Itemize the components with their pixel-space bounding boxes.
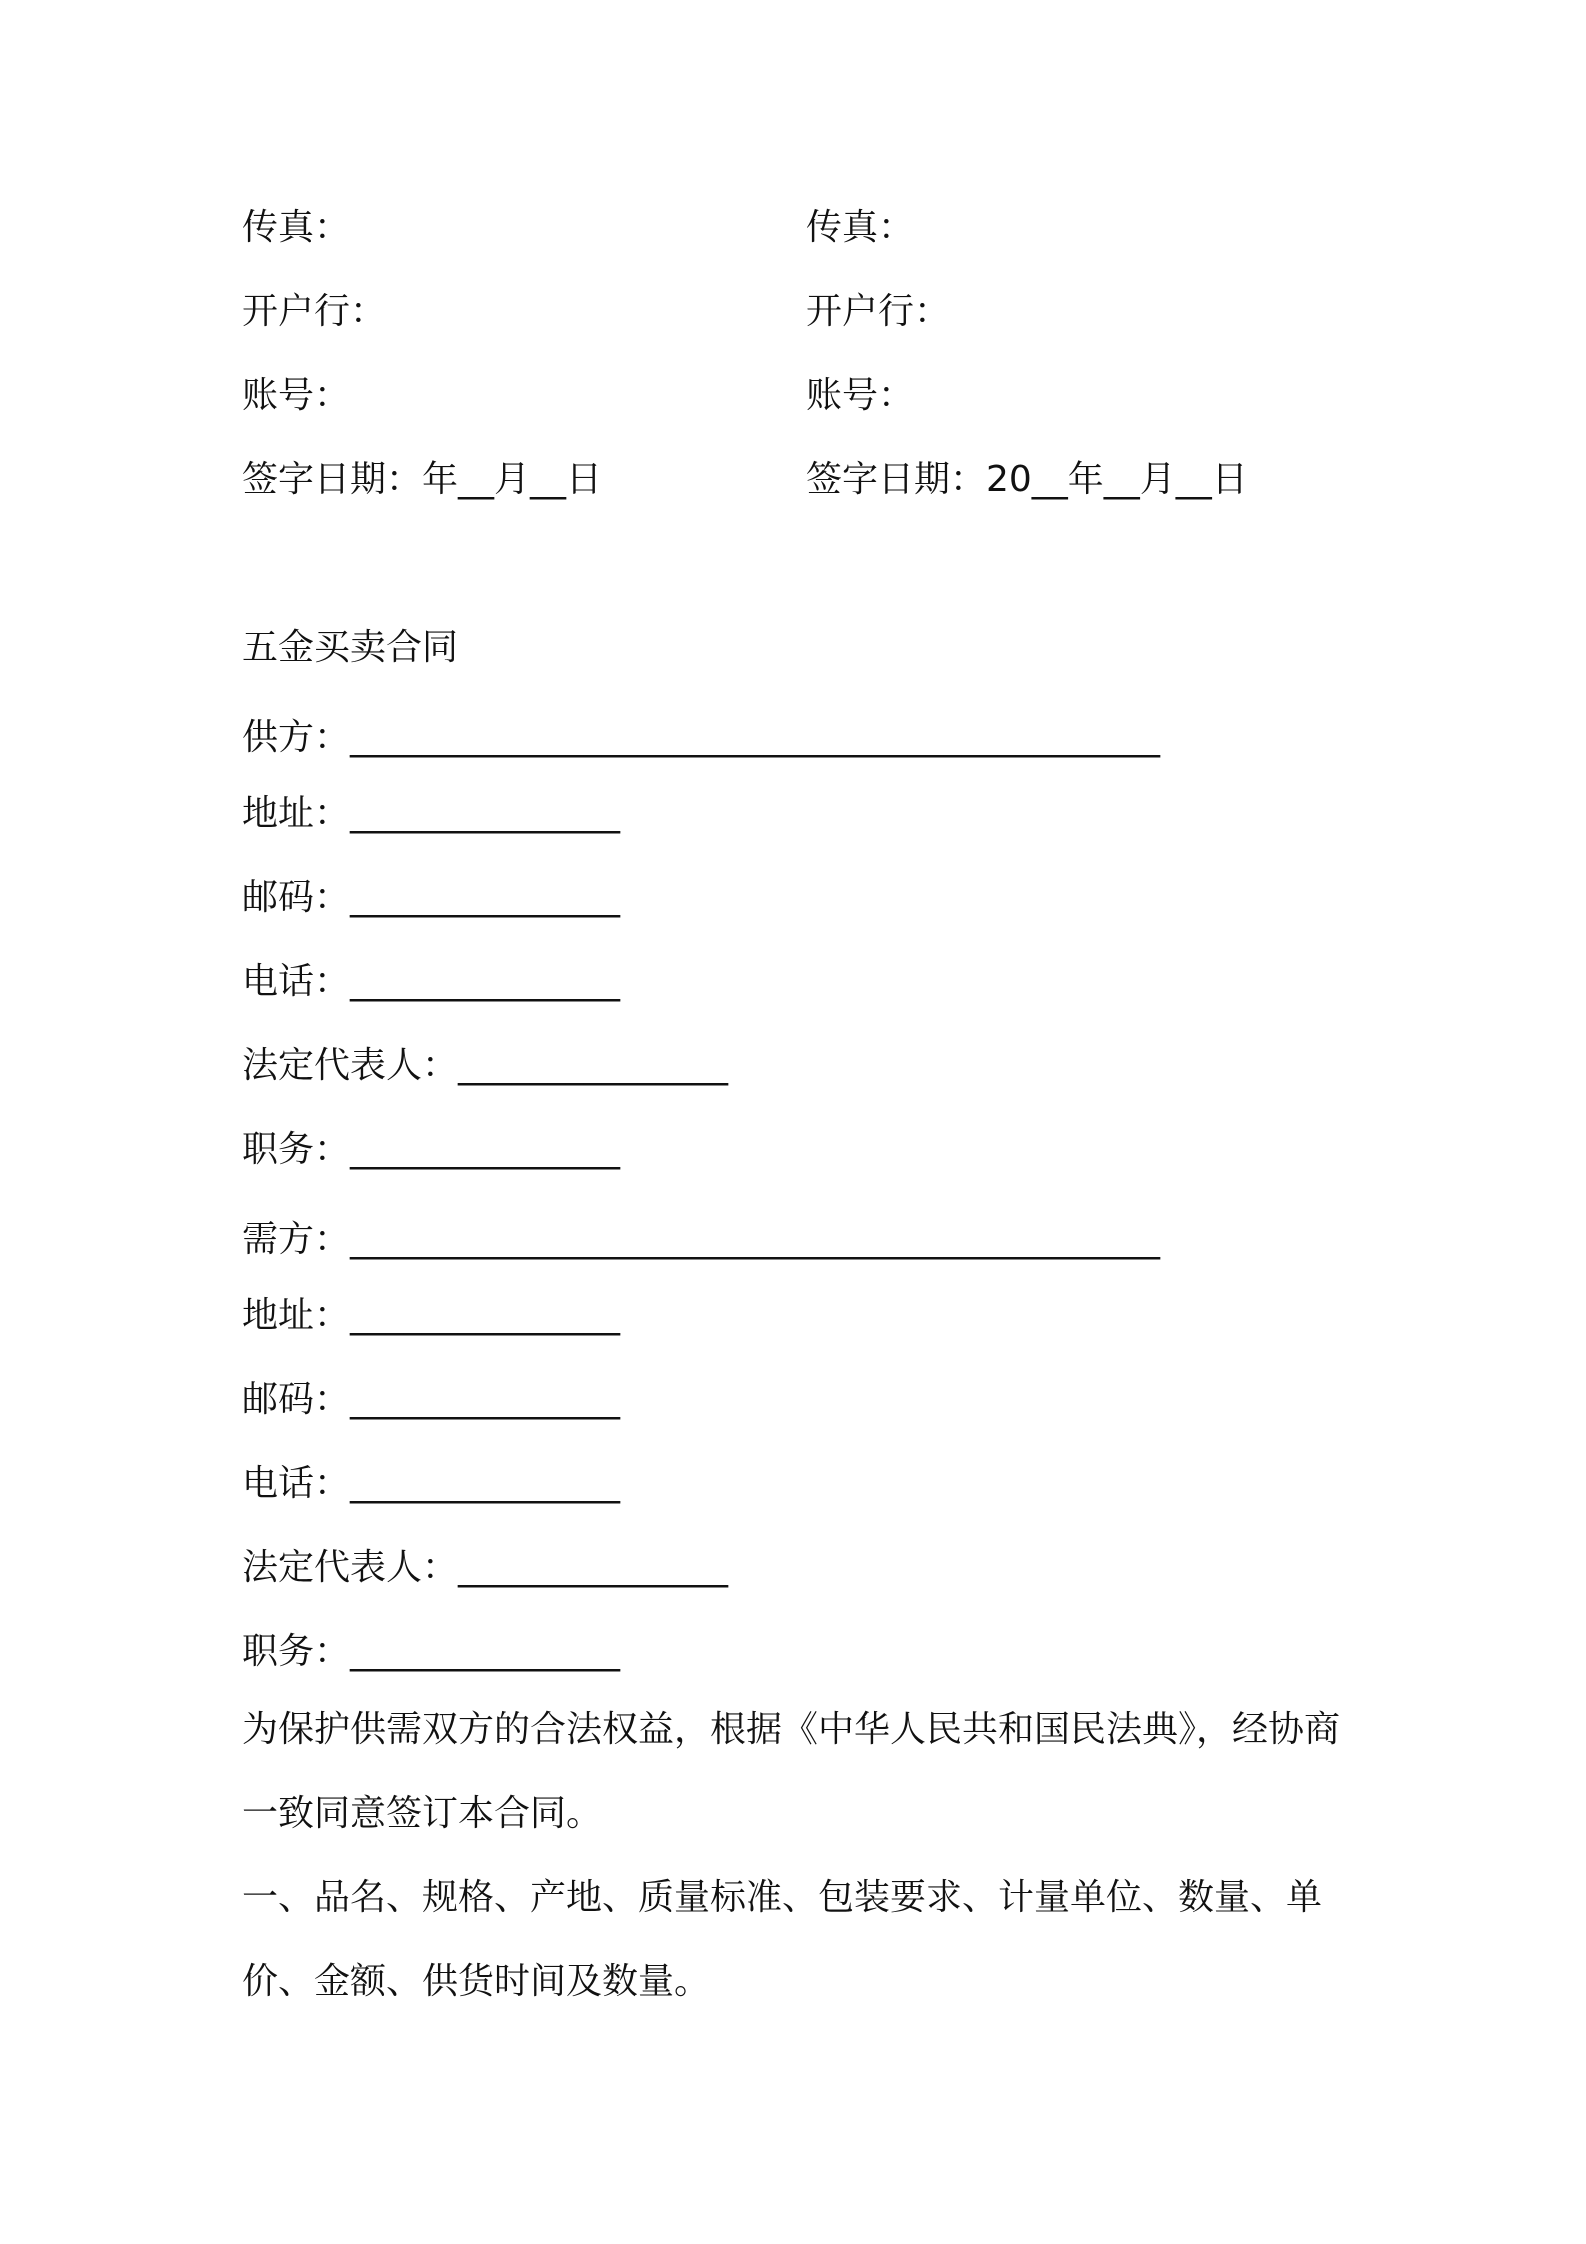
right-fax-label: 传真： bbox=[806, 207, 915, 248]
supplier-name-field: 供方：_____________________________________________ bbox=[242, 717, 1161, 758]
preamble-paragraph: 为保护供需双方的合法权益，根据《中华人民共和国民法典》，经协商一致同意签订本合同。 bbox=[242, 1709, 1341, 1834]
right-account-label: 账号： bbox=[806, 375, 915, 416]
left-account-label: 账号： bbox=[242, 375, 351, 416]
buyer-postcode-field: 邮码：_______________ bbox=[242, 1379, 621, 1420]
buyer-phone-field: 电话：_______________ bbox=[242, 1463, 621, 1504]
supplier-position-field: 职务：_______________ bbox=[242, 1129, 621, 1170]
buyer-name-field: 需方：_____________________________________________ bbox=[242, 1219, 1161, 1260]
left-sign-date: 签字日期：年__月__日 bbox=[242, 459, 603, 500]
buyer-address-field: 地址：_______________ bbox=[242, 1295, 621, 1336]
supplier-phone-field: 电话：_______________ bbox=[242, 961, 621, 1002]
supplier-legal-rep-field: 法定代表人：_______________ bbox=[242, 1045, 729, 1086]
right-sign-date: 签字日期：20__年__月__日 bbox=[806, 459, 1248, 500]
buyer-legal-rep-field: 法定代表人：_______________ bbox=[242, 1547, 729, 1588]
right-bank-label: 开户行： bbox=[806, 291, 951, 332]
clause-1-paragraph: 一、品名、规格、产地、质量标准、包装要求、计量单位、数量、单价、金额、供货时间及数量。 bbox=[242, 1877, 1323, 2002]
left-fax-label: 传真： bbox=[242, 207, 351, 248]
left-bank-label: 开户行： bbox=[242, 291, 387, 332]
contract-title: 五金买卖合同 bbox=[242, 627, 459, 668]
buyer-position-field: 职务：_______________ bbox=[242, 1631, 621, 1672]
supplier-postcode-field: 邮码：_______________ bbox=[242, 877, 621, 918]
supplier-address-field: 地址：_______________ bbox=[242, 793, 621, 834]
